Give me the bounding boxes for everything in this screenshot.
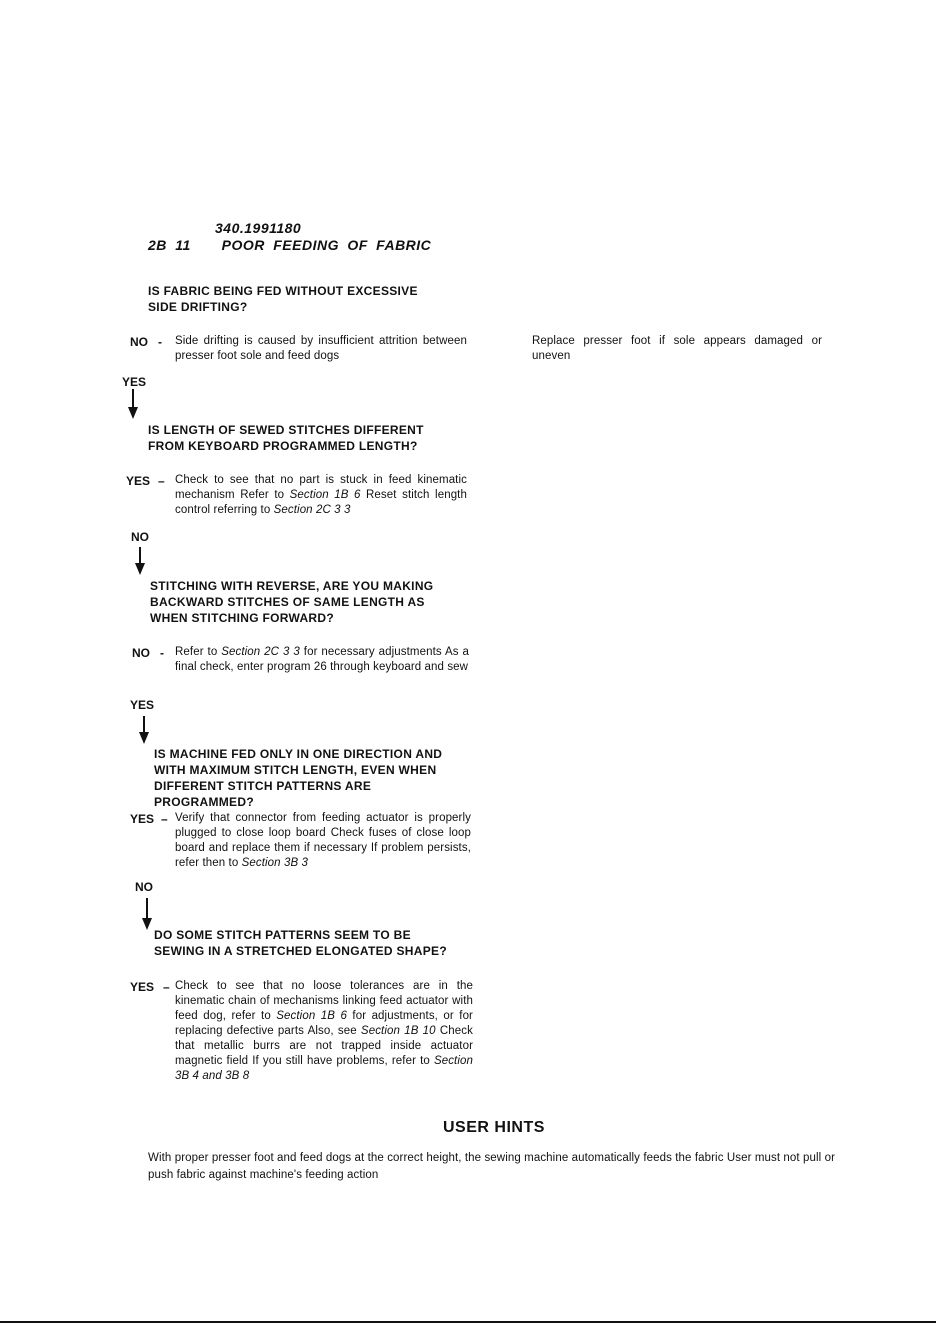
answer-4-label: YES [130, 812, 155, 826]
flow-label-3: YES [130, 698, 155, 712]
answer-4-dash: – [161, 812, 168, 826]
flow-label-2: NO [131, 530, 149, 544]
section-reference: Section 2C 3 3 [221, 646, 300, 658]
answer-3-text: Refer to Section 2C 3 3 for necessary adjustments As a final check, enter program 26 through keyboard and sew [175, 646, 469, 673]
answer-5-label: YES [130, 980, 155, 994]
bottom-rule [0, 1321, 936, 1323]
section-reference: Section 3B 4 and 3B 8 [175, 1055, 473, 1082]
down-arrow-icon [127, 389, 139, 419]
section-number: 2B 11 [148, 237, 191, 253]
down-arrow-icon [134, 547, 146, 575]
answer-1-dash: - [158, 335, 162, 349]
section-heading [148, 237, 431, 253]
down-arrow-icon [138, 716, 150, 744]
question-4: IS MACHINE FED ONLY IN ONE DIRECTION AND WITH MAXIMUM STITCH LENGTH, EVEN WHEN DIFFERENT STITCH PATTERNS ARE PROGRAMMED? [154, 747, 443, 809]
answer-3-label: NO [132, 646, 150, 660]
down-arrow-icon [141, 898, 153, 930]
section-reference: Section 1B 10 [360, 1025, 436, 1037]
section-reference: Section 1B 6 [289, 489, 361, 501]
section-title: POOR FEEDING OF FABRIC [221, 237, 432, 253]
answer-2-label: YES [126, 474, 151, 488]
question-2: IS LENGTH OF SEWED STITCHES DIFFERENT FROM KEYBOARD PROGRAMMED LENGTH? [148, 423, 424, 453]
answer-5-text: Check to see that no loose tolerances are in the kinematic chain of mechanisms linking feed actuator with feed dog, refer to Section 1B 6 for adjustments, or for replacing defective parts Also, see Section 1B 10 Check that metallic burrs are not trapped inside actuator magnetic field If you still have problems, refer to Section 3B 4 and 3B 8 [175, 980, 473, 1082]
answer-2-text: Check to see that no part is stuck in feed kinematic mechanism Refer to Section 1B 6 Reset stitch length control referring to Section 2C 3 3 [175, 474, 467, 516]
section-reference: Section 3B 3 [241, 857, 309, 869]
question-5: DO SOME STITCH PATTERNS SEEM TO BE SEWING IN A STRETCHED ELONGATED SHAPE? [154, 928, 447, 958]
answer-2-dash: – [158, 474, 165, 488]
answer-3-dash: - [160, 646, 164, 660]
answer-1-label: NO [130, 335, 148, 349]
answer-1-text: Side drifting is caused by insufficient attrition between presser foot sole and feed dogs [175, 335, 467, 362]
question-3: STITCHING WITH REVERSE, ARE YOU MAKING BACKWARD STITCHES OF SAME LENGTH AS WHEN STITCHING FORWARD? [150, 579, 434, 625]
section-reference: Section 2C 3 3 [273, 504, 351, 516]
question-1: IS FABRIC BEING FED WITHOUT EXCESSIVE SIDE DRIFTING? [148, 284, 418, 314]
answer-5-dash: – [163, 980, 170, 994]
answer-4-text: Verify that connector from feeding actuator is properly plugged to close loop board Check fuses of close loop board and replace them if necessary If problem persists, refer then to Section 3B 3 [175, 812, 471, 869]
document-number: 340.1991180 [215, 220, 302, 236]
flow-label-4: NO [135, 880, 153, 894]
user-hints-text: With proper presser foot and feed dogs at the correct height, the sewing machine automatically feeds the fabric User must not pull or push fabric against machine's feeding action [148, 1152, 836, 1181]
user-hints-title: USER HINTS [443, 1119, 545, 1136]
section-reference: Section 1B 6 [276, 1010, 347, 1022]
side-note: Replace presser foot if sole appears damaged or uneven [532, 335, 822, 362]
flow-label-1: YES [122, 375, 147, 389]
